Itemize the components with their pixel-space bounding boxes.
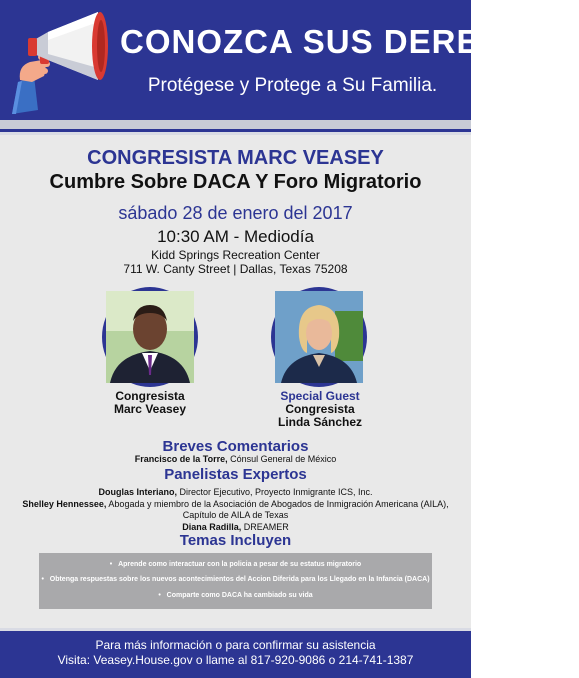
footer-contact-line: Visita: Veasey.House.gov o llame al 817-920-9086 o 214-741-1387 xyxy=(57,653,414,667)
speaker-portrait xyxy=(275,291,363,383)
panelist-line xyxy=(0,510,471,521)
topic-item: • Comparte como DACA ha cambiado su vida xyxy=(158,592,313,599)
brief-comments-heading: Breves Comentarios xyxy=(162,438,309,455)
panelist-name: Diana Radilla, xyxy=(182,522,242,532)
event-venue: Kidd Springs Recreation Center xyxy=(151,248,320,262)
event-time: 10:30 AM - Mediodía xyxy=(157,227,314,246)
topic-item: • Aprende como interactuar con la policia a pesar de su estatus migratorio xyxy=(109,561,362,568)
topic-text: Comparte como DACA ha cambiado su vida xyxy=(166,592,313,599)
speaker-title: Congresista xyxy=(115,389,185,403)
topic-text: Aprende como interactuar con la policia a pesar de su estatus migratorio xyxy=(118,561,362,568)
panelists-heading: Panelistas Expertos xyxy=(164,466,307,483)
brief-comments-line xyxy=(0,454,471,465)
divider-band xyxy=(0,120,471,129)
speaker-name: Francisco de la Torre, xyxy=(134,454,228,464)
footer-banner xyxy=(0,634,471,678)
panelist-role: DREAMER xyxy=(241,522,289,532)
panelist-role: Capítulo de AILA de Texas xyxy=(182,510,289,520)
header-title: CONOZCA SUS DERECHOS xyxy=(120,23,579,60)
footer-info-line: Para más información o para confirmar su asistencia xyxy=(95,638,376,652)
speaker-caption xyxy=(90,390,210,416)
speaker-role: Cónsul General de México xyxy=(227,454,337,464)
topic-text: Obtenga respuestas sobre los nuevos acontecimientos del Accion Diferida para los Llegado en la Infancia (DACA) xyxy=(49,576,430,583)
panelist-name: Shelley Hennessee, xyxy=(22,499,107,509)
event-host: CONGRESISTA MARC VEASEY xyxy=(87,147,384,169)
header-subtitle: Protégese y Protege a Su Familia. xyxy=(147,75,438,96)
event-address: 711 W. Canty Street | Dallas, Texas 75208 xyxy=(123,262,348,276)
header-banner xyxy=(0,0,579,120)
topics-box xyxy=(39,553,432,609)
panelist-role: Abogada y miembro de la Asociación de Abogados de Inmigración Americana (AILA), xyxy=(106,499,449,509)
speaker-name: Linda Sánchez xyxy=(277,415,363,429)
speaker-title: Congresista xyxy=(285,402,355,416)
panelist-line xyxy=(0,499,471,510)
event-name: Cumbre Sobre DACA Y Foro Migratorio xyxy=(49,171,422,193)
special-guest-label: Special Guest xyxy=(280,389,360,403)
panelist-line xyxy=(0,487,471,498)
panelist-name: Douglas Interiano, xyxy=(98,487,177,497)
panelist-role: Director Ejecutivo, Proyecto Inmigrante ICS, Inc. xyxy=(176,487,373,497)
event-date: sábado 28 de enero del 2017 xyxy=(118,203,353,223)
speaker-portrait xyxy=(106,291,194,383)
speaker-name: Marc Veasey xyxy=(113,402,187,416)
speaker-photo xyxy=(102,287,198,387)
megaphone-icon xyxy=(8,10,120,116)
speaker-photo xyxy=(271,287,367,387)
topics-heading: Temas Incluyen xyxy=(179,532,292,549)
speaker-caption xyxy=(255,390,385,429)
topic-item: • Obtenga respuestas sobre los nuevos acontecimientos del Accion Diferida para los Llegado en la Infancia (DACA) xyxy=(41,576,430,583)
